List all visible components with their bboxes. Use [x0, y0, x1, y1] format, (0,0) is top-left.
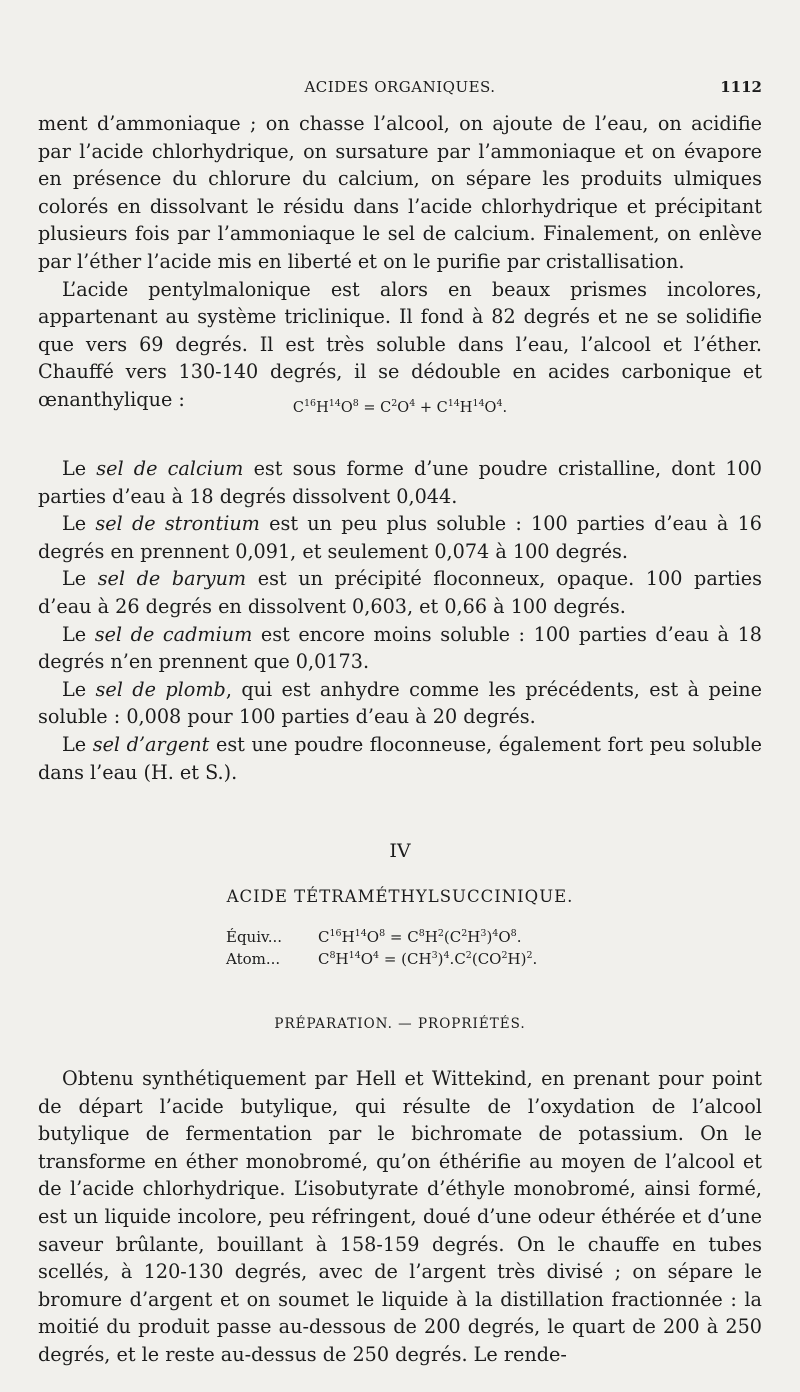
- equiv-formula: Équiv... $C^{16}H^{14}O^8 = C^8H^2(C^2H^3)^4O^8$.: [226, 928, 522, 946]
- decomposition-equation: $C^{16}H^{14}O^8 = C^2O^4 + C^{14}H^{14}O^4$.: [292, 398, 508, 416]
- salt-calcium: Le sel de calcium est sous forme d’une poudre cristalline, dont 100 parties d’eau à 18 degrés dissolvent 0,044.: [38, 457, 762, 508]
- salt-plomb: Le sel de plomb, qui est anhydre comme les précédents, est à peine soluble : 0,008 pour 100 parties d’eau à 20 degrés.: [38, 677, 762, 729]
- subheading: PRÉPARATION. — PROPRIÉTÉS.: [274, 1016, 526, 1032]
- formula-table: [226, 926, 537, 970]
- salt-cadmium: Le sel de cadmium est encore moins soluble : 100 parties d’eau à 18 degrés n’en prennent que 0,0173.: [38, 622, 763, 674]
- paragraph-continuation: ment d’ammoniaque ; on chasse l’alcool, on ajoute de l’eau, on acidifie par l’acide chlorhydrique, on sursature par l’ammoniaque et on évapore en présence du chlorure du calcium, on sépare les produits ulmiques colorés en dissolvant le résidu dans l’acide chlorhydrique et précipitant plusieurs fois par l’ammoniaque le sel de calcium. Finalement, on enlève par l’éther l’acide mis en liberté et on le purifie par cristallisation.: [38, 112, 762, 273]
- atom-formula: Atom... $C^8H^{14}O^4 = (CH^3)^4.C^2(CO^2H)^2$.: [226, 950, 538, 968]
- salt-baryum: Le sel de baryum est un précipité floconneux, opaque. 100 parties d’eau à 26 degrés en dissolvent 0,603, et 0,66 à 100 degrés.: [38, 567, 762, 618]
- atom-label: Atom...: [226, 950, 281, 968]
- section-numeral: IV: [389, 840, 411, 862]
- equiv-label: Équiv...: [226, 928, 283, 946]
- running-header: [38, 78, 762, 100]
- bottom-text: [38, 1065, 762, 1369]
- paragraph-preparation: Obtenu synthétiquement par Hell et Wittekind, en prenant pour point de départ l’acide butylique, qui résulte de l’oxydation de l’alcool butylique de fermentation par le bichromate de potassium. On le transforme en éther monobromé, qu’on éthérifie au moyen de l’alcool et de l’acide chlorhydrique. L’isobutyrate d’éthyle monobromé, ainsi formé, est un liquide incolore, peu réfringent, doué d’une odeur éthérée et d’une saveur brûlante, bouillant à 158-159 degrés. On le chauffe en tubes scellés, à 120-130 degrés, avec de l’argent très divisé ; on sépare le bromure d’argent et on soumet le liquide à la distillation fractionnée : la moitié du produit passe au-dessous de 200 degrés, le quart de 200 à 250 degrés, et le reste au-dessus de 250 degrés. Le rende-: [38, 1067, 762, 1366]
- paragraph-pentylmalonique: L’acide pentylmalonique est alors en beaux prismes incolores, appartenant au système triclinique. Il fond à 82 degrés et ne se solidifie que vers 69 degrés. Il est très soluble dans l’eau, l’alcool et l’éther. Chauffé vers 130-140 degrés, il se dédouble en acides carbonique et œnanthylique :: [38, 277, 762, 411]
- page-number: 1112: [720, 78, 762, 96]
- salt-strontium: Le sel de strontium est un peu plus soluble : 100 parties d’eau à 16 degrés en prennent 0,091, et seulement 0,074 à 100 degrés.: [38, 512, 762, 563]
- equation-block: [38, 400, 762, 424]
- salts-list: [38, 455, 762, 786]
- section-title: ACIDE TÉTRAMÉTHYLSUCCINIQUE.: [226, 887, 574, 906]
- top-text: [38, 110, 762, 414]
- header-title: ACIDES ORGANIQUES.: [304, 78, 496, 96]
- salt-argent: Le sel d’argent est une poudre floconneuse, également fort peu soluble dans l’eau (H. et S.).: [38, 732, 763, 784]
